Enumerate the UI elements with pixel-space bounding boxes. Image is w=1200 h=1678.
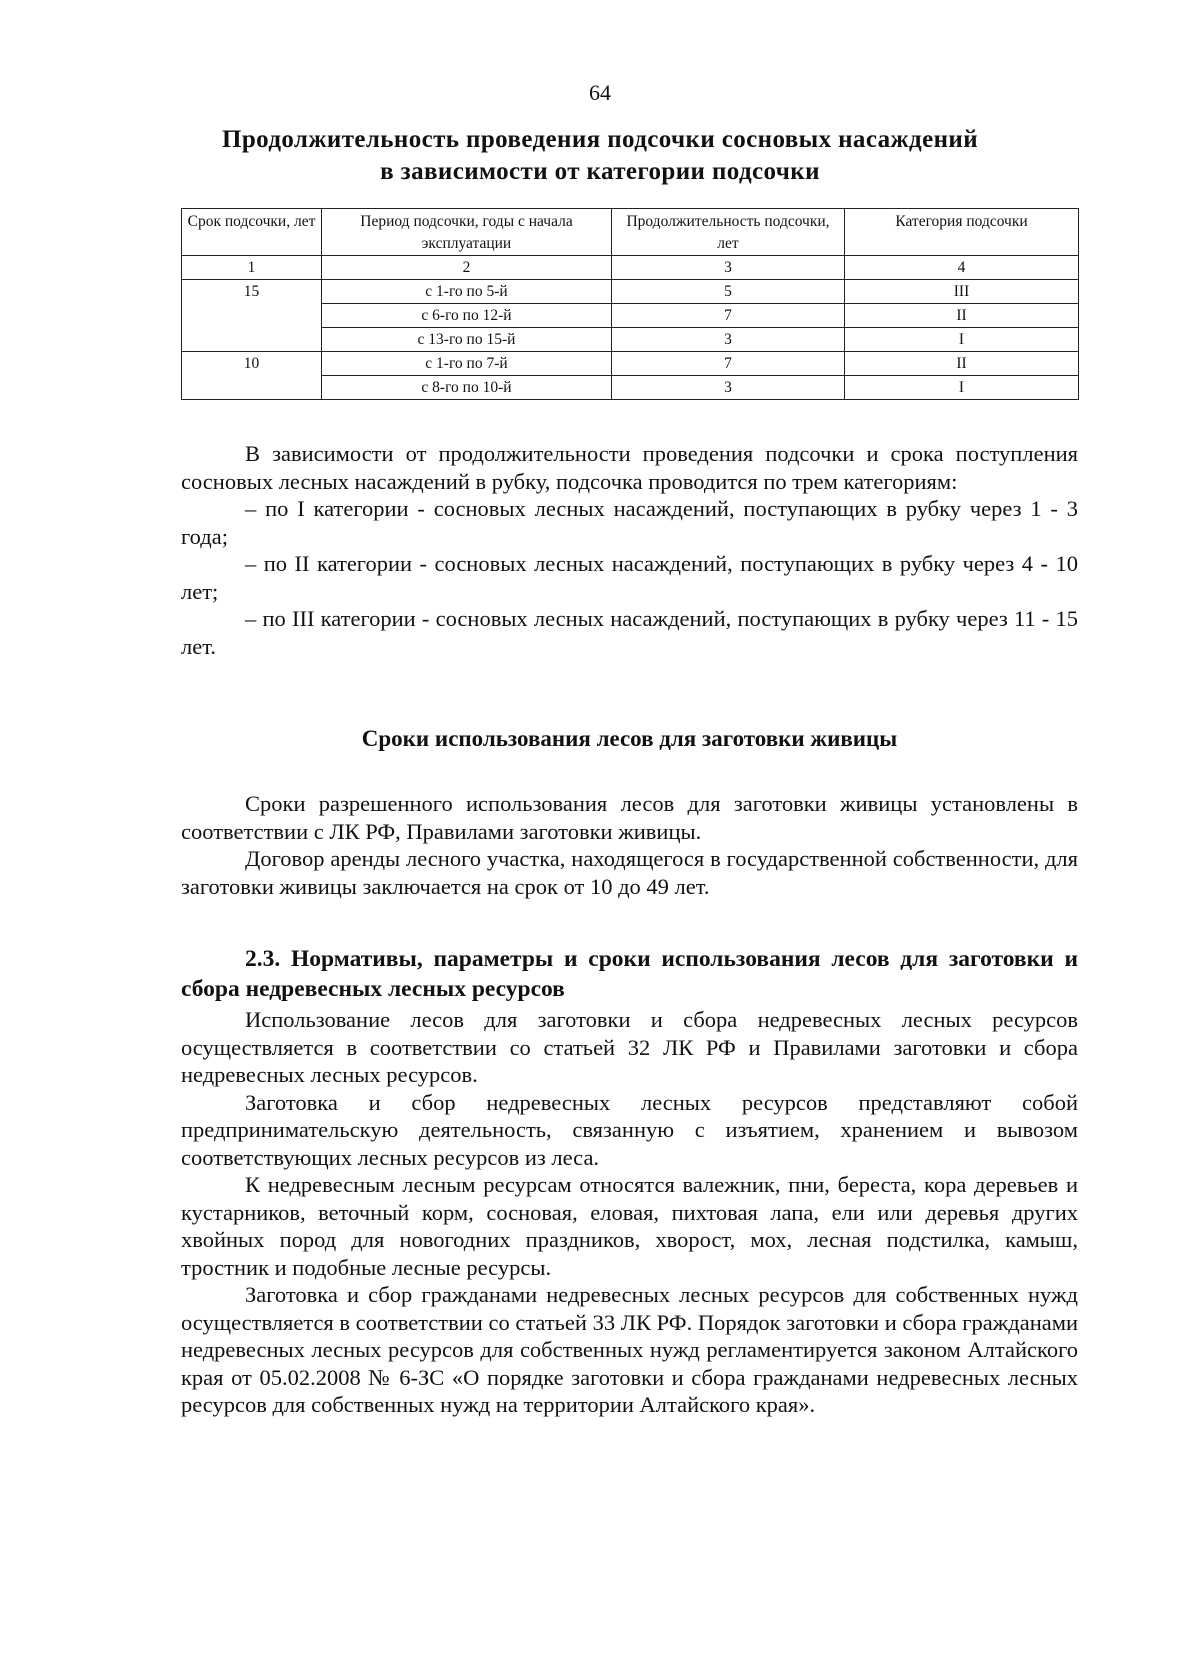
duration-cell: 5 (612, 280, 845, 304)
category-cell: III (845, 280, 1079, 304)
paragraph: Договор аренды лесного участка, находящегося в государственной собственности, для заготовки живицы заключается на срок от 10 до 49 лет. (181, 846, 1078, 899)
category-text-block (181, 440, 1078, 660)
category-item: – по III категории - сосновых лесных насаждений, поступающих в рубку через 11 - 15 лет. (181, 606, 1078, 659)
period-cell: с 13-го по 15-й (322, 328, 612, 352)
category-item: – по I категории - сосновых лесных насаждений, поступающих в рубку через 1 - 3 года; (181, 496, 1078, 549)
table-title-line-2: в зависимости от категории подсочки (380, 158, 820, 185)
paragraph: Заготовка и сбор гражданами недревесных лесных ресурсов для собственных нужд осуществляется в соответствии со статьей 33 ЛК РФ. Порядок заготовки и сбора гражданами недревесных лесных ресурсов для собственных нужд регламентируется законом Алтайского края от 05.02.2008 № 6-ЗС «О порядке заготовки и сбора гражданами недревесных лесных ресурсов для собственных нужд на территории Алтайского края». (181, 1282, 1078, 1417)
category-cell: II (845, 352, 1079, 376)
resin-heading: Сроки использования лесов для заготовки живицы (361, 726, 898, 751)
header-cell: Продолжительность подсочки, лет (612, 209, 845, 256)
tapping-duration-table (181, 208, 1079, 400)
column-number-cell: 3 (612, 256, 845, 280)
category-cell: II (845, 304, 1079, 328)
table-title-line-1: Продолжительность проведения подсочки сосновых насаждений (221, 126, 979, 153)
category-item: – по II категории - сосновых лесных насаждений, поступающих в рубку через 4 - 10 лет; (181, 551, 1078, 604)
duration-cell: 3 (612, 376, 845, 400)
section-heading: 2.3. Нормативы, параметры и сроки использования лесов для заготовки и сбора недревесных лесных ресурсов (181, 946, 1078, 1002)
header-cell: Период подсочки, годы с начала эксплуатации (322, 209, 612, 256)
column-number-cell: 2 (322, 256, 612, 280)
header-cell: Срок подсочки, лет (182, 209, 322, 256)
duration-cell: 7 (612, 352, 845, 376)
column-number-row (182, 256, 1079, 280)
period-cell: с 8-го по 10-й (322, 376, 612, 400)
term-cell: 10 (182, 352, 322, 400)
table-header-row (182, 209, 1079, 256)
category-cell: I (845, 376, 1079, 400)
column-number-cell: 4 (845, 256, 1079, 280)
period-cell: с 1-го по 5-й (322, 280, 612, 304)
table-row (182, 352, 1079, 376)
page-number: 64 (589, 80, 611, 105)
section-text-block (181, 1006, 1078, 1419)
table-title (150, 124, 1050, 188)
period-cell: с 1-го по 7-й (322, 352, 612, 376)
duration-cell: 3 (612, 328, 845, 352)
intro-paragraph: В зависимости от продолжительности проведения подсочки и срока поступления сосновых лесных насаждений в рубку, подсочка проводится по трем категориям: (181, 441, 1078, 494)
header-cell: Категория подсочки (845, 209, 1079, 256)
category-cell: I (845, 328, 1079, 352)
paragraph: Заготовка и сбор недревесных лесных ресурсов представляют собой предпринимательскую деятельность, связанную с изъятием, хранением и вывозом соответствующих лесных ресурсов из леса. (181, 1089, 1078, 1170)
period-cell: с 6-го по 12-й (322, 304, 612, 328)
duration-cell: 7 (612, 304, 845, 328)
paragraph: Сроки разрешенного использования лесов для заготовки живицы установлены в соответствии с ЛК РФ, Правилами заготовки живицы. (181, 791, 1078, 844)
term-cell: 15 (182, 280, 322, 352)
table-row (182, 280, 1079, 304)
column-number-cell: 1 (182, 256, 322, 280)
paragraph: К недревесным лесным ресурсам относятся валежник, пни, береста, кора деревьев и кустарников, веточный корм, сосновая, еловая, пихтовая лапа, ели или деревья других хвойных пород для новогодних праздников, хворост, мох, лесная подстилка, камыш, тростник и подобные лесные ресурсы. (181, 1172, 1078, 1280)
resin-text-block (181, 790, 1078, 900)
paragraph: Использование лесов для заготовки и сбора недревесных лесных ресурсов осуществляется в соответствии со статьей 32 ЛК РФ и Правилами заготовки и сбора недревесных лесных ресурсов. (181, 1007, 1078, 1087)
